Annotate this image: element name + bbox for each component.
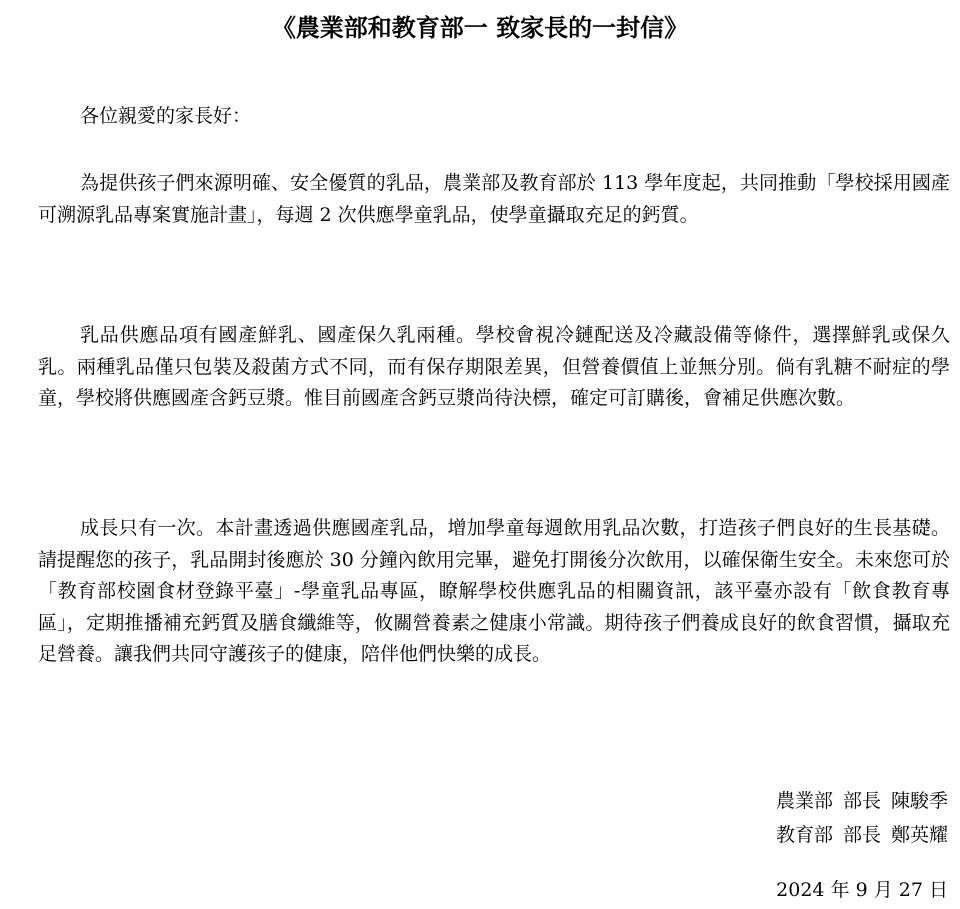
signature-agriculture (776, 785, 948, 817)
signature-education (776, 819, 948, 851)
signature-position: 部長 (842, 790, 881, 812)
signature-ministry: 教育部 (775, 824, 833, 846)
letter-date: 2024 年 9 月 27 日 (776, 879, 948, 901)
signature-name: 鄭英耀 (890, 824, 948, 846)
signature-position: 部長 (842, 824, 881, 846)
signature-name: 陳駿季 (890, 790, 948, 812)
signature-ministry: 農業部 (775, 790, 833, 812)
letter-greeting: 各位親愛的家長好： (80, 105, 252, 127)
letter-paragraph-2: 乳品供應品項有國產鮮乳、國產保久乳兩種。學校會視冷鏈配送及冷藏設備等條件，選擇鮮乳或保久乳。兩種乳品僅只包裝及殺菌方式不同，而有保存期限差異，但營養價值上並無分別。倘有乳糖不耐症的學童，學校將供應國產含鈣豆漿。惟目前國產含鈣豆漿尚待決標，確定可訂購後，會補足供應次數。 (38, 324, 950, 409)
letter-paragraph-1: 為提供孩子們來源明確、安全優質的乳品，農業部及教育部於 113 學年度起，共同推動「學校採用國產可溯源乳品專案實施計畫」，每週 2 次供應學童乳品，使學童攝取充足的鈣質。 (38, 172, 950, 226)
letter-title: 《農業部和教育部一 致家長的一封信》 (271, 13, 689, 42)
letter-paragraph-3: 成長只有一次。本計畫透過供應國產乳品，增加學童每週飲用乳品次數，打造孩子們良好的生長基礎。請提醒您的孩子，乳品開封後應於 30 分鐘內飲用完畢，避免打開後分次飲用，以確保衛生安全。未來您可於「教育部校園食材登錄平臺」-學童乳品專區，瞭解學校供應乳品的相關資訊，該平臺亦設有「飲食教育專區」，定期推播補充鈣質及膳食纖維等，攸關營養素之健康小常識。期待孩子們養成良好的飲食習慣，攝取充足營養。讓我們共同守護孩子的健康，陪伴他們快樂的成長。 (38, 517, 950, 665)
